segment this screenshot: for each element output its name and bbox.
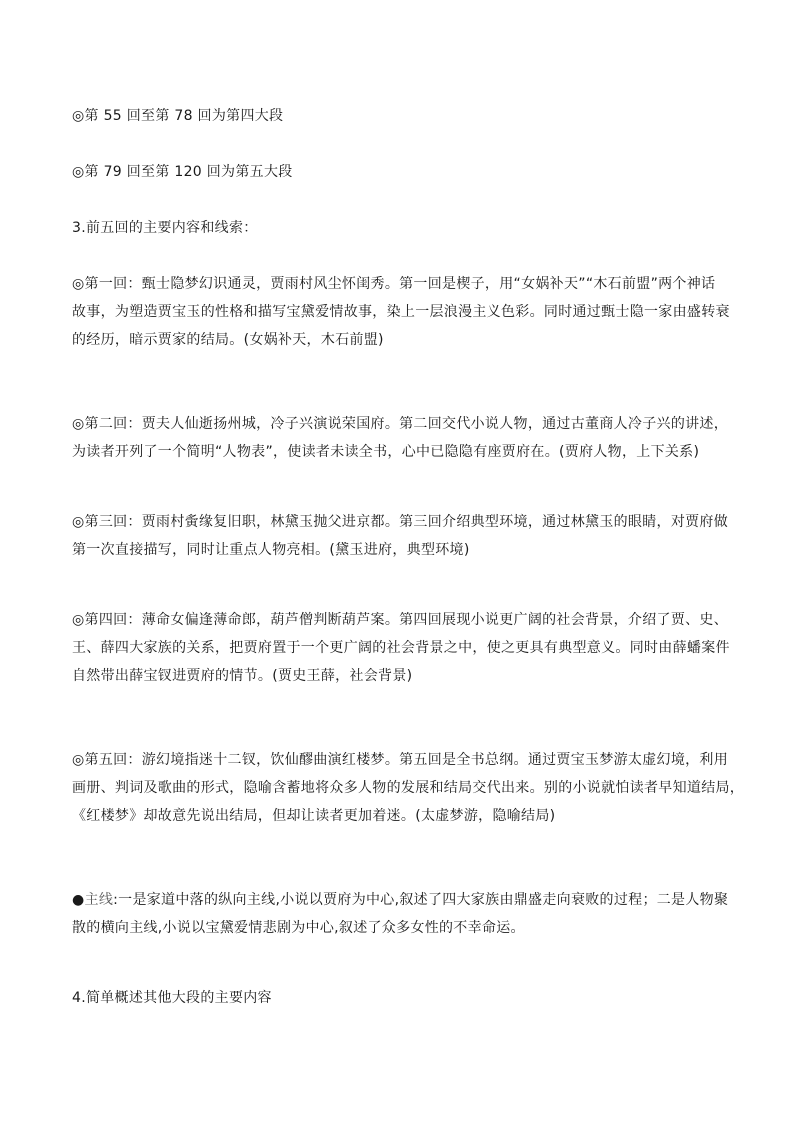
bullet-icon: ● xyxy=(72,892,85,908)
text-line: ◎第四回：薄命女偏逢薄命郎，葫芦僧判断葫芦案。第四回展现小说更广阔的社会背景，介绍了贾、史、 xyxy=(72,612,729,628)
text-line: 3.前五回的主要内容和线索： xyxy=(72,220,258,236)
text-line: ◎第 79 回至第 120 回为第五大段 xyxy=(72,164,293,180)
main-thread-paragraph xyxy=(72,886,729,942)
text-line: ◎第三回：贾雨村夤缘复旧职，林黛玉抛父进京都。第三回介绍典型环境，通过林黛玉的眼睛，对贾府做 xyxy=(72,514,729,530)
text-line: 第一次直接描写，同时让重点人物亮相。(黛玉进府，典型环境) xyxy=(72,542,470,558)
chapter-1-paragraph xyxy=(72,270,730,354)
section-79-120 xyxy=(72,158,722,186)
heading-3 xyxy=(72,214,722,242)
text-line: ◎第五回：游幻境指迷十二钗，饮仙醪曲演红楼梦。第五回是全书总纲。通过贾宝玉梦游太虚幻境，利用 xyxy=(72,752,729,768)
text-line: 《红楼梦》却故意先说出结局，但却让读者更加着迷。(太虚梦游，隐喻结局) xyxy=(72,808,556,824)
text-line: 故事，为塑造贾宝玉的性格和描写宝黛爱情故事，染上一层浪漫主义色彩。同时通过甄士隐一家由盛转衰 xyxy=(72,304,730,320)
text-line: 王、薛四大家族的关系，把贾府置于一个更广阔的社会背景之中，使之更具有典型意义。同时由薛蟠案件 xyxy=(72,640,730,656)
text-line xyxy=(72,886,729,914)
text-line: ◎第 55 回至第 78 回为第四大段 xyxy=(72,108,284,124)
heading-4 xyxy=(72,984,722,1012)
chapter-5-paragraph xyxy=(72,746,745,830)
text-line: 画册、判词及歌曲的形式，隐喻含蓄地将众多人物的发展和结局交代出来。别的小说就怕读者早知道结局， xyxy=(72,780,745,796)
section-55-78 xyxy=(72,102,722,130)
main-thread-text: :一是家道中落的纵向主线,小说以贾府为中心,叙述了四大家族由鼎盛走向衰败的过程；二是人物聚 xyxy=(113,892,729,908)
text-line: 为读者开列了一个简明“人物表”，使读者未读全书，心中已隐隐有座贾府在。(贾府人物，上下关系) xyxy=(72,444,700,460)
text-line: 散的横向主线,小说以宝黛爱情悲剧为中心,叙述了众多女性的不幸命运。 xyxy=(72,920,525,936)
text-line: 自然带出薛宝钗进贾府的情节。(贾史王薛，社会背景) xyxy=(72,668,413,684)
text-line: ◎第二回：贾夫人仙逝扬州城，冷子兴演说荣国府。第二回交代小说人物，通过古董商人冷子兴的讲述， xyxy=(72,416,729,432)
main-thread-label: 主线 xyxy=(84,892,114,908)
chapter-3-paragraph xyxy=(72,508,729,564)
text-line: 的经历，暗示贾家的结局。(女娲补天，木石前盟) xyxy=(72,332,384,348)
chapter-4-paragraph xyxy=(72,606,730,690)
chapter-2-paragraph xyxy=(72,410,729,466)
text-line: 4.简单概述其他大段的主要内容 xyxy=(72,990,272,1006)
text-line: ◎第一回：甄士隐梦幻识通灵，贾雨村风尘怀闺秀。第一回是楔子，用“女娲补天”“木石前盟”两个神话 xyxy=(72,276,716,292)
